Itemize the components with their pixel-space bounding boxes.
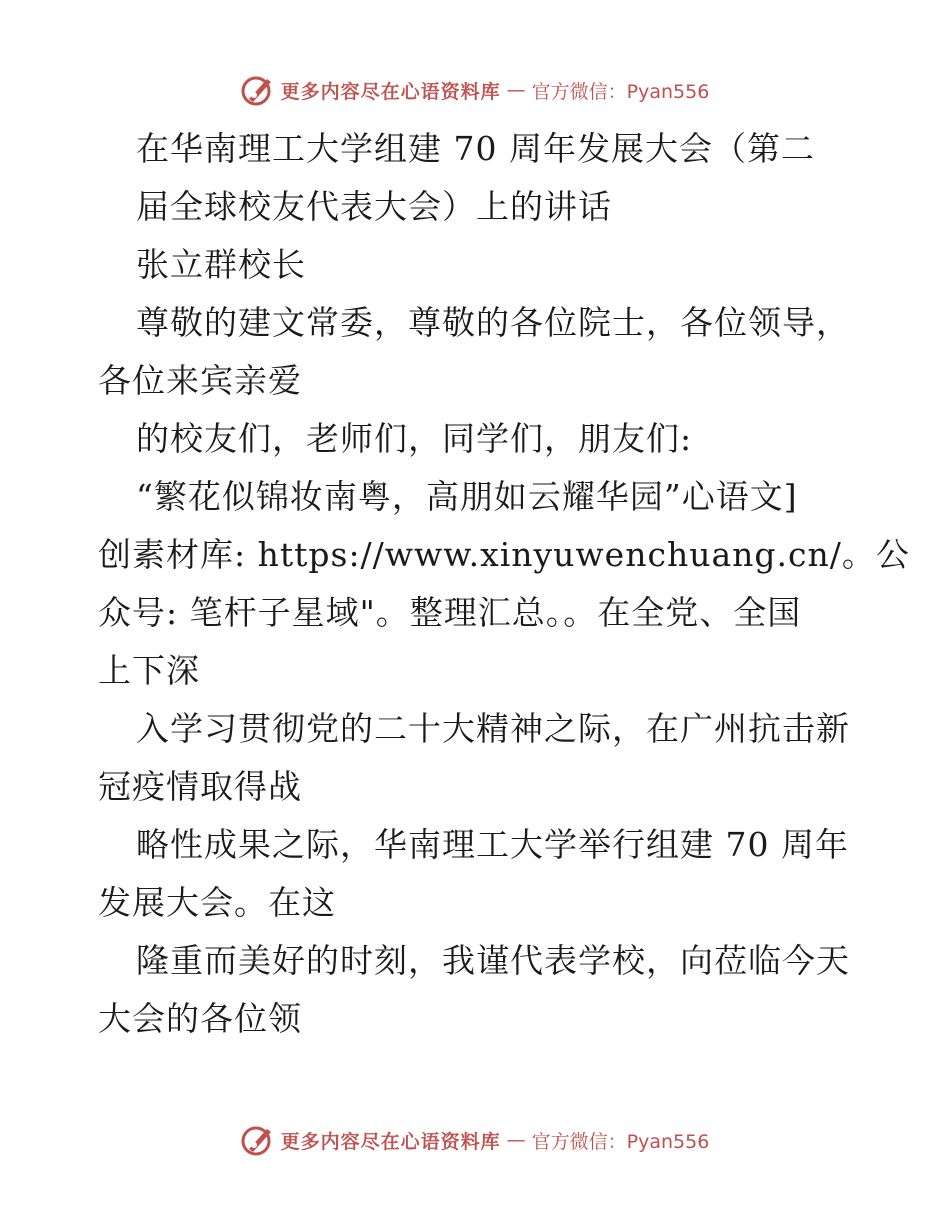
banner-dash: —: [506, 79, 526, 101]
banner-wechat-text: 官方微信：Pyan556: [531, 1130, 710, 1153]
banner-brand-text: 更多内容尽在心语资料库: [280, 1130, 501, 1153]
paragraph-line: 上下深: [98, 651, 200, 690]
banner-wechat-text: 官方微信：Pyan556: [531, 80, 710, 103]
paragraph-line: 尊敬的建文常委，尊敬的各位院士，各位领导，: [136, 303, 850, 342]
paragraph-line: 入学习贯彻党的二十大精神之际，在广州抗击新: [136, 709, 850, 748]
paragraph-line: 的校友们，老师们，同学们，朋友们:: [136, 419, 693, 458]
title-line-2: 届全球校友代表大会）上的讲话: [136, 187, 612, 226]
footer-watermark-banner: [0, 1120, 950, 1160]
speaker-line: 张立群校长: [136, 245, 306, 284]
paragraph-line: 各位来宾亲爱: [98, 361, 302, 400]
paragraph-line: 大会的各位领: [98, 999, 302, 1038]
paragraph-line: 众号: 笔杆子星域"。整理汇总。。在全党、全国: [98, 593, 802, 632]
pen-logo-icon: [241, 73, 275, 107]
paragraph-line: 隆重而美好的时刻，我谨代表学校，向莅临今天: [136, 941, 850, 980]
banner-brand-text: 更多内容尽在心语资料库: [280, 80, 501, 103]
document-body: [98, 120, 910, 1048]
title-line-1: 在华南理工大学组建 70 周年发展大会（第二: [136, 129, 815, 168]
paragraph-line: 略性成果之际，华南理工大学举行组建 70 周年: [136, 825, 849, 864]
paragraph-line: 冠疫情取得战: [98, 767, 302, 806]
pen-logo-icon: [241, 1123, 275, 1157]
paragraph-line: “繁花似锦妆南粤，高朋如云耀华园”心语文]: [136, 477, 798, 516]
banner-dash: —: [506, 1129, 526, 1151]
header-watermark-banner: [0, 70, 950, 110]
paragraph-line: 发展大会。在这: [98, 883, 336, 922]
paragraph-line: 创素材库: https://www.xinyuwenchuang.cn/。公: [98, 535, 910, 574]
